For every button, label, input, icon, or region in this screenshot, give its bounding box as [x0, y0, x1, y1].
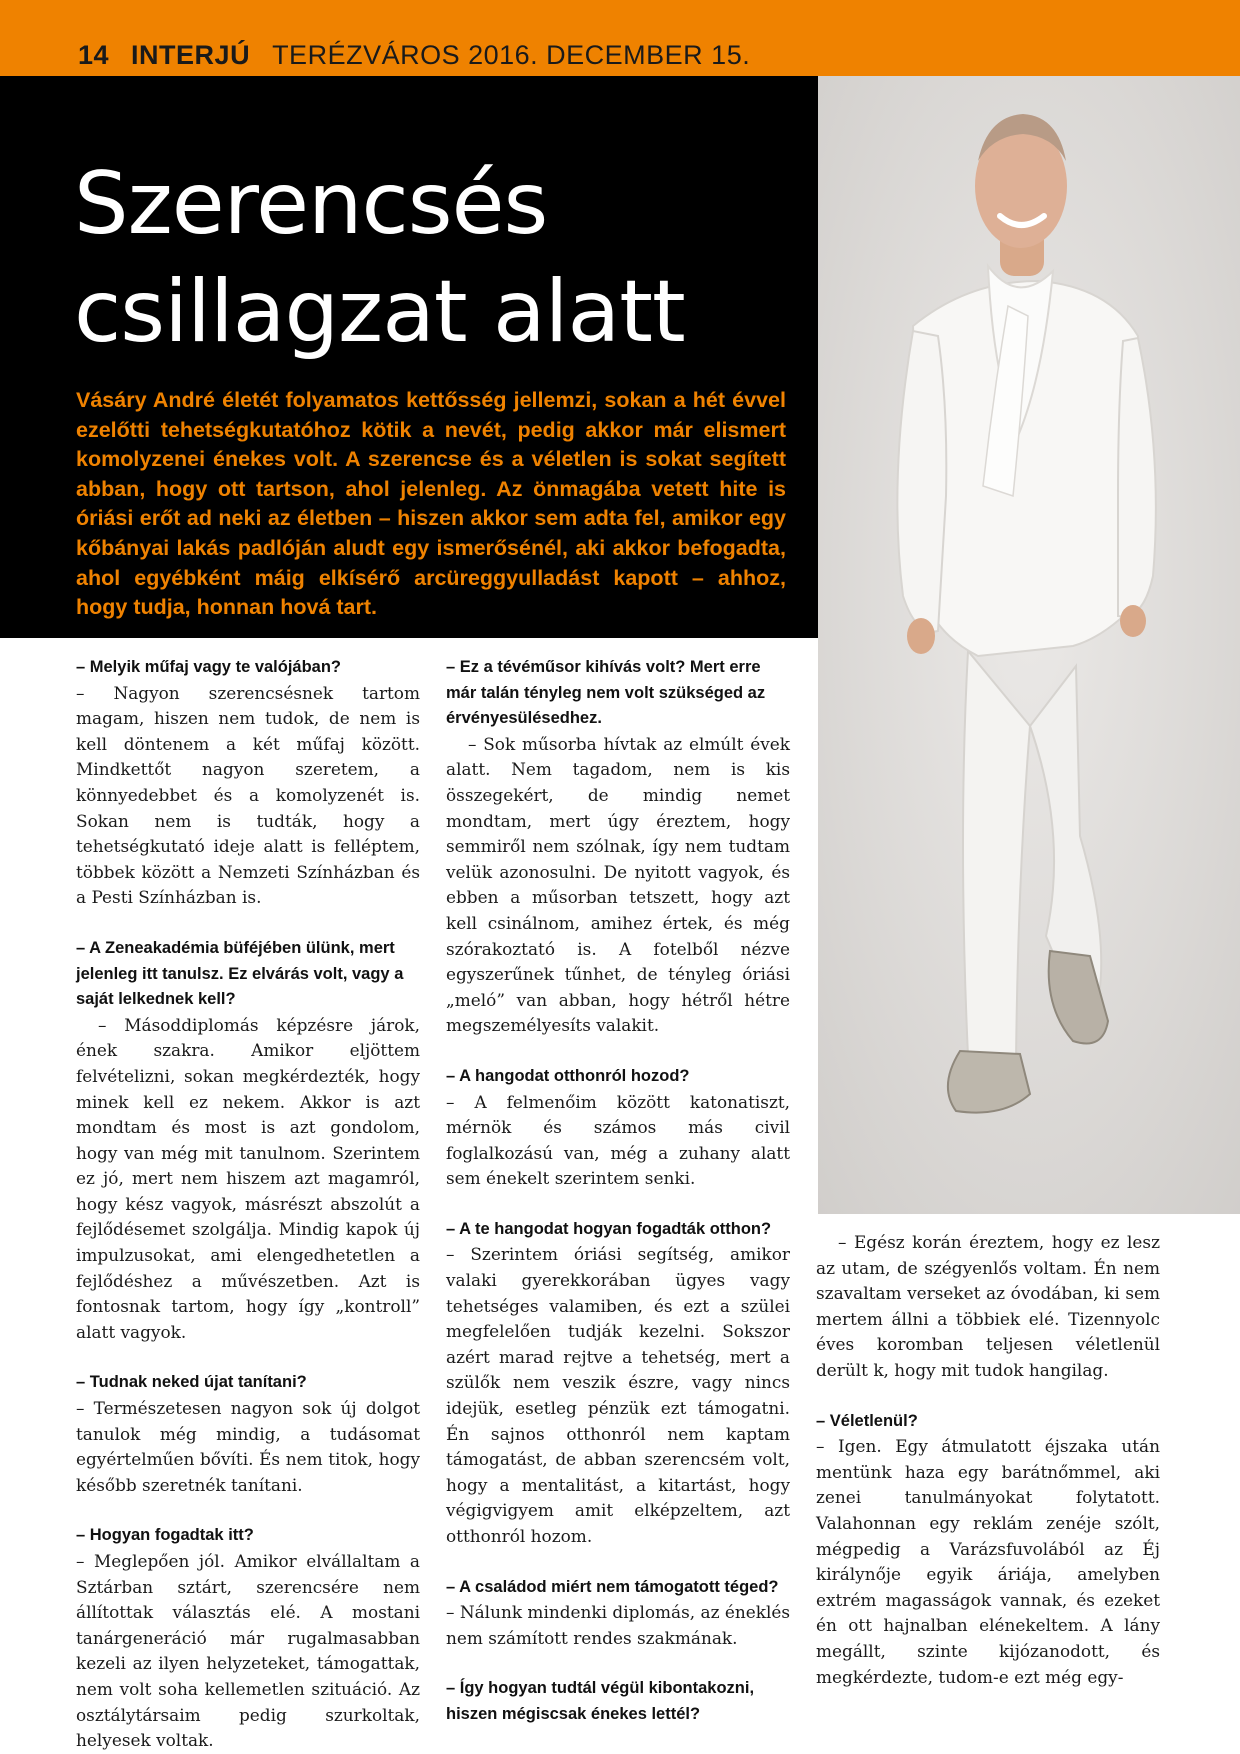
question: – Véletlenül?	[816, 1411, 918, 1430]
answer: – Igen. Egy átmulatott éjszaka után mentünk haza egy barátnőmmel, aki zenei tanulmányokat folytatott. Valahonnan egy reklám zenéje szólt, mégpedig a Varázsfuvolából az Éj királynője egyik áriája, amelyben extrém magasságok vannak, és ezeket én ott hajnalban elénekeltem. A lány megállt, szinte kijózanodott, és megkérdezte, tudom-e ezt még egy-	[816, 1436, 1160, 1687]
question: – A családod miért nem támogatott téged?	[446, 1577, 779, 1596]
question: – Így hogyan tudtál végül kibontakozni, hiszen mégiscsak énekes lettél?	[446, 1679, 755, 1723]
article-title	[74, 150, 794, 366]
text-column-2	[446, 655, 790, 1728]
question: – A hangodat otthonról hozod?	[446, 1066, 690, 1085]
answer: – Sok műsorba hívtak az elmúlt évek alatt. Nem tagadom, nem is kis összegekért, de mindig nemet mondtam, mert úgy éreztem, hogy semmiről nem szólnak, így nem tudtam velük azonosulni. De nyitott vagyok, és ebben a műsorban tetszett, hogy azt kell csinálnom, amihez értek, és még szórakoztató is. A fotelből nézve egyszerűnek tűnhet, de tényleg óriási „meló” van abban, hogy hétről hétre megszemélyesíts valakit.	[446, 733, 790, 1036]
section-label: INTERJÚ	[131, 40, 251, 70]
portrait-photo	[818, 76, 1240, 1214]
header-text	[78, 40, 750, 70]
question: – Ez a tévéműsor kihívás volt? Mert erre már talán tényleg nem volt szükséged az érvényesülésedhez.	[446, 658, 766, 728]
answer: – A felmenőim között katonatiszt, mérnök és számos más civil foglalkozású van, még a zuhany alatt sem énekelt szerintem senki.	[446, 1091, 790, 1189]
question: – Tudnak neked újat tanítani?	[76, 1373, 307, 1392]
page-header	[0, 0, 1240, 76]
question: – Melyik műfaj vagy te valójában?	[76, 658, 342, 676]
page-number: 14	[78, 40, 110, 70]
answer: – Egész korán éreztem, hogy ez lesz az utam, de szégyenlős voltam. Én nem szavaltam verseket az óvodában, ki sem mertem állni a többiek elé. Tizennyolc éves koromban teljesen véletlenül derült k, hogy mit tudok hangilag.	[816, 1232, 1160, 1380]
text-column-1	[76, 655, 420, 1754]
answer: – Nagyon szerencsésnek tartom magam, hiszen nem tudok, de nem is kell döntenem a két műfaj között. Mindkettőt nagyon szeretem, a könnyedebbet és a komolyzenét is. Sokan nem is tudták, hogy a tehetségkutató ideje alatt is felléptem, többek között a Nemzeti Színházban és a Pesti Színházban is.	[76, 682, 420, 908]
text-column-3	[816, 1230, 1160, 1690]
publication-date: TERÉZVÁROS 2016. DECEMBER 15.	[272, 40, 751, 70]
title-line-1: Szerencsés	[74, 154, 548, 254]
answer: – Nálunk mindenki diplomás, az éneklés nem számított rendes szakmának.	[446, 1602, 791, 1648]
question: – Hogyan fogadtak itt?	[76, 1526, 254, 1545]
answer: – Meglepően jól. Amikor elvállaltam a Sztárban sztárt, szerencsére nem állítottak választás elé. A mostani tanárgeneráció már rugalmasabban kezeli az ilyen helyzeteket, támogattak, nem volt soha kellemetlen szituáció. Az osztálytársaim pedig szurkoltak, helyesek voltak.	[76, 1551, 420, 1751]
answer: – Szerintem óriási segítség, amikor valaki gyerekkorában ügyes vagy tehetséges valamiben, és ezt a szülei megfelelően tudják kezelni. Sokszor azért marad rejtve a tehetség, mert a szülők nem veszik észre, vagy nincs idejük, esetleg pénzük ezt támogatni. Én sajnos otthonról nem kaptam támogatást, de abban szerencsém volt, hogy a mentalitást, a kitartást, hogy végigvigyem amit elképzeltem, azt otthonról hozom.	[446, 1244, 790, 1546]
article-lead: Vásáry André életét folyamatos kettősség jellemzi, sokan a hét évvel ezelőtti tehetségkutatóhoz kötik a nevét, pedig akkor már elismert komolyzenei énekes volt. A szerencse és a véletlen is sokat segített abban, hogy ott tartson, ahol jelenleg. Az önmagába vetett hite is óriási erőt ad neki az életben – hiszen akkor sem adta fel, amikor egy kőbányai lakás padlóján aludt egy ismerősénél, aki akkor befogadta, ahol egyébként máig elkísérő arcüreggyulladást kapott – ahhoz, hogy tudja, honnan hová tart.	[76, 388, 786, 620]
question: – A te hangodat hogyan fogadták otthon?	[446, 1219, 772, 1238]
question: – A Zeneakadémia büféjében ülünk, mert jelenleg itt tanulsz. Ez elvárás volt, vagy a saját lelkednek kell?	[76, 938, 404, 1009]
title-line-2: csillagzat alatt	[74, 262, 685, 362]
answer: – Természetesen nagyon sok új dolgot tanulok még mindig, a tudásomat egyértelműen bővíti. És nem titok, hogy később szeretnék tanítani.	[76, 1398, 420, 1495]
answer: – Másoddiplomás képzésre járok, ének szakra. Amikor eljöttem felvételizni, sokan megkérdezték, hogy minek kell ez nekem. Akkor is azt mondtam és most is azt gondolom, hogy van még mit tanulnom. Szerintem ez jó, mert nem hiszem azt magamról, hogy kész vagyok, másrészt abszolút a fejlődésemet szolgálja. Mindig kapok új impulzusokat, ami elengedhetetlen a fejlődéshez a művészetben. Azt is fontosnak tartom, hogy így „kontroll” alatt vagyok.	[76, 1014, 420, 1342]
